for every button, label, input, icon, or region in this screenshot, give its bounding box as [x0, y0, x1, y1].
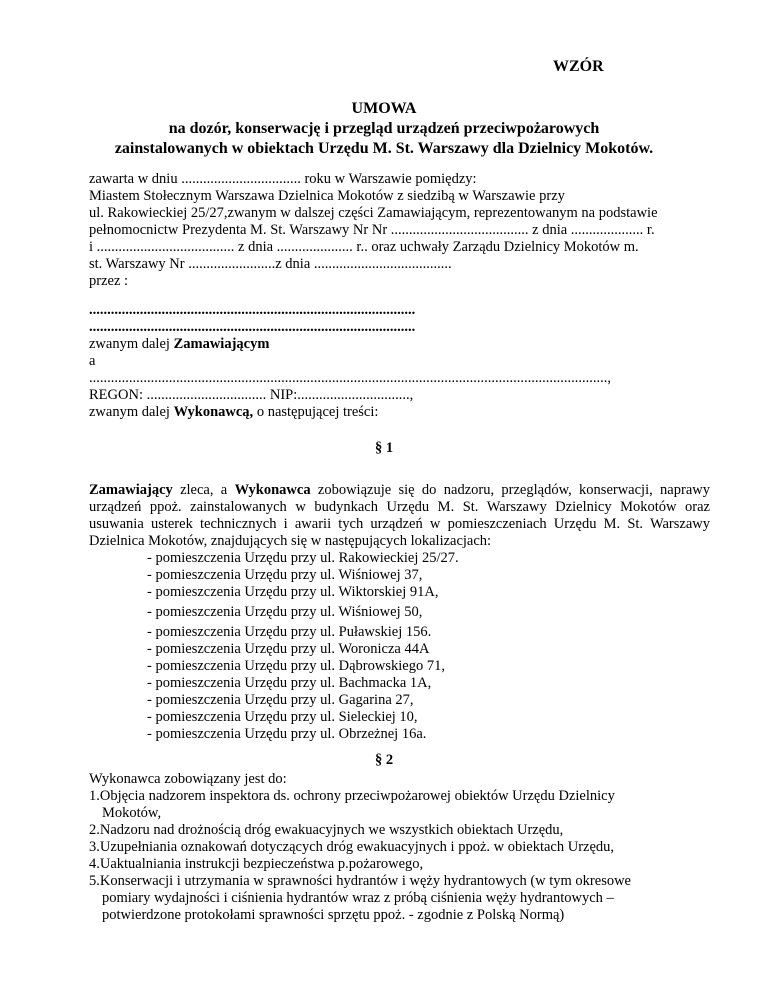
list-item: - pomieszczenia Urzędu przy ul. Gagarina 27, [147, 692, 414, 708]
template-label: WZÓR [553, 58, 604, 75]
list-item: - pomieszczenia Urzędu przy ul. Rakowieckiej 25/27. [147, 550, 459, 566]
intro-line: pełnomocnictw Prezydenta M. St. Warszawy Nr Nr ...................................... z dnia .................... r. [89, 222, 655, 238]
party-placeholder: .......................................................................................... [89, 302, 416, 318]
list-item: - pomieszczenia Urzędu przy ul. Wiśniowej 37, [147, 567, 423, 583]
intro-line: zawarta w dniu ................................. roku w Warszawie pomiędzy: [89, 171, 477, 187]
list-item: - pomieszczenia Urzędu przy ul. Dąbrowskiego 71, [147, 658, 445, 674]
zamawiajacy-line [89, 336, 689, 353]
intro-line: przez : [89, 273, 129, 289]
section1-fragment: zleca, a [172, 482, 235, 498]
title-scope: zainstalowanych w obiektach Urzędu M. St. Warszawy dla Dzielnicy Mokotów. [114, 140, 654, 157]
list-item-continued: pomiary wydajności i ciśnienia hydrantów wraz z próbą ciśnienia węży hydrantowych – [102, 890, 614, 906]
and-text: a [89, 353, 96, 369]
section2-heading: § 2 [374, 752, 394, 768]
list-item: 2.Nadzoru nad drożnością dróg ewakuacyjnych we wszystkich obiektach Urzędu, [89, 822, 564, 838]
list-item: 4.Uaktualniania instrukcji bezpieczeństwa p.pożarowego, [89, 856, 424, 872]
section2-intro: Wykonawca zobowiązany jest do: [89, 771, 287, 787]
list-item: - pomieszczenia Urzędu przy ul. Puławskiej 156. [147, 624, 432, 640]
intro-line: i ...................................... z dnia ..................... r.. oraz uchwały Zarządu Dzielnicy Mokotów m. [89, 239, 639, 255]
list-item: - pomieszczenia Urzędu przy ul. Wiśniowej 50, [147, 604, 423, 620]
list-item: - pomieszczenia Urzędu przy ul. Bachmacka 1A, [147, 675, 432, 691]
zamawiajacy-bold: Zamawiający [89, 482, 173, 498]
list-item-continued: Mokotów, [102, 805, 162, 821]
section1-fragment: zobowiązuje się do nadzoru, przeglądów, konserwacji, naprawy urządzeń ppoż. zainstalowanych w budynkach Urzędu M. St. Warszawy Dzielnicy Mokotów oraz usuwania usterek technicznych i awarii tych urządzeń w pomieszczeniach Urzędu M. St. Warszawy Dzielnica Mokotów, znajdujących się w następujących lokalizacjach: [89, 482, 710, 549]
regon-nip-line: REGON: ................................. NIP:..............................., [89, 387, 414, 403]
intro-block [89, 171, 689, 421]
list-item: - pomieszczenia Urzędu przy ul. Woronicza 44A [147, 641, 430, 657]
contractor-placeholder: ..............................................................................................................................................., [89, 370, 611, 386]
intro-line: st. Warszawy Nr ........................z dnia ...................................... [89, 256, 452, 272]
locations-list-b [147, 641, 707, 743]
section1-text [89, 482, 710, 550]
list-item: - pomieszczenia Urzędu przy ul. Wiktorskiej 91A, [147, 584, 439, 600]
list-item: 1.Objęcia nadzorem inspektora ds. ochrony przeciwpożarowej obiektów Urzędu Dzielnicy [89, 788, 615, 804]
intro-line: ul. Rakowieckiej 25/27,zwanym w dalszej części Zamawiającym, reprezentowanym na podstawie [89, 205, 658, 221]
list-item-continued: potwierdzone protokołami sprawności sprzętu ppoż. - zgodnie z Polską Normą) [102, 907, 565, 923]
list-item: - pomieszczenia Urzędu przy ul. Obrzeżnej 16a. [147, 726, 427, 742]
section2-text [89, 771, 719, 924]
locations-list-a [147, 550, 707, 641]
list-item: 5.Konserwacji i utrzymania w sprawności hydrantów i węży hydrantowych (w tym okresowe [89, 873, 631, 889]
party-placeholder: .......................................................................................... [89, 319, 416, 335]
wykonawca-line [89, 404, 689, 421]
wykonawca-label: Wykonawcą, [173, 404, 254, 420]
following-text: o następującej treści: [253, 404, 379, 420]
zwanym-text: zwanym dalej [89, 336, 174, 352]
list-item: - pomieszczenia Urzędu przy ul. Sieleckiej 10, [147, 709, 418, 725]
zwanym-text: zwanym dalej [89, 404, 174, 420]
title-subject: na dozór, konserwację i przegląd urządzeń przeciwpożarowych [168, 120, 600, 137]
title-umowa: UMOWA [351, 100, 417, 117]
contract-title [0, 99, 768, 159]
intro-line: Miastem Stołecznym Warszawa Dzielnica Mokotów z siedzibą w Warszawie przy [89, 188, 565, 204]
list-item: 3.Uzupełniania oznakowań dotyczących dróg ewakuacyjnych i ppoż. w obiektach Urzędu, [89, 839, 615, 855]
section1-heading: § 1 [374, 440, 394, 456]
wykonawca-bold: Wykonawca [234, 482, 311, 498]
zamawiajacy-label: Zamawiającym [173, 336, 270, 352]
